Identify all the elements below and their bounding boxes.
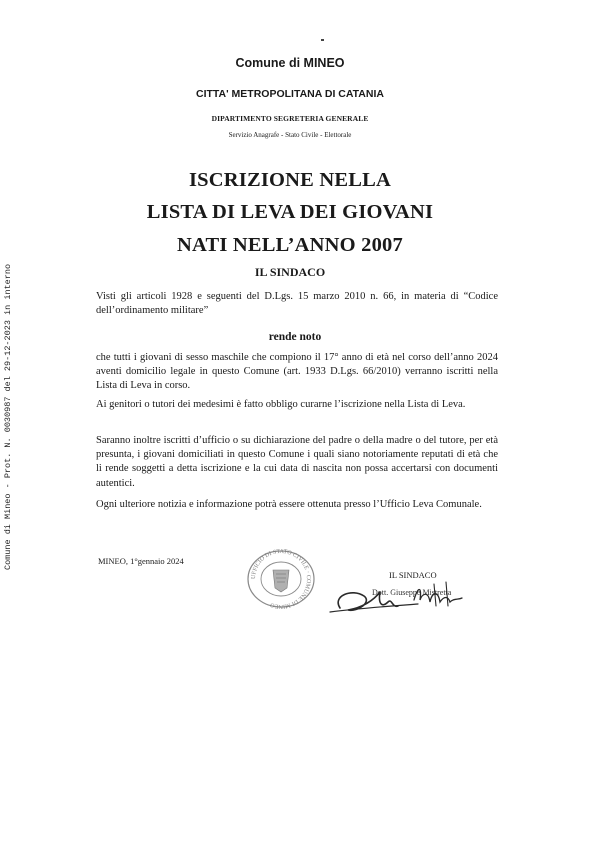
header-dipartimento: DIPARTIMENTO SEGRETERIA GENERALE: [211, 114, 369, 123]
paragraph-ufficio: Saranno inoltre iscritti d’ufficio o su dichiarazione del padre o della madre o del tutore, per età presunta, i giovani domiciliati in questo Comune i quali siano notoriamente reputati di età che li rende soggetti a detta iscrizione e la cui data di nascita non possa accertarsi con documenti autentici.: [96, 435, 498, 489]
title-line-2: LISTA DI LEVA DEI GIOVANI: [146, 201, 434, 223]
paragraph-visti: Visti gli articoli 1928 e seguenti del D.Lgs. 15 marzo 2010 n. 66, in materia di “Codice dell’ordinamento militare”: [96, 291, 498, 317]
seal-text: UFFICIO DI STATO CIVILE · COMUNE DI MINEO: [250, 548, 312, 610]
document-date: MINEO, 1°gennaio 2024: [98, 556, 184, 566]
sindaco-heading: IL SINDACO: [254, 265, 326, 279]
title-line-3: NATI NELL’ANNO 2007: [177, 234, 403, 256]
paragraph-genitori: Ai genitori o tutori dei medesimi è fatto obbligo curarne l’iscrizione nella Lista di Leva.: [96, 399, 466, 410]
protocol-side-stamp: [3, 263, 15, 570]
title-line-1: ISCRIZIONE NELLA: [189, 169, 391, 191]
signature-title: IL SINDACO: [389, 570, 437, 580]
rende-noto-heading: rende noto: [268, 331, 322, 343]
municipal-seal-stamp: [245, 548, 317, 610]
header-comune: Comune di MINEO: [235, 56, 345, 70]
scan-mark: [321, 39, 324, 41]
paragraph-giovani: che tutti i giovani di sesso maschile che compiono il 17° anno di età nel corso dell’anno 2024 aventi domicilio legale in questo Comune (art. 1933 D.Lgs. 66/2010) verranno iscritti nella Lista di Leva in corso.: [96, 352, 498, 392]
header-servizio: Servizio Anagrafe - Stato Civile - Elettorale: [228, 131, 352, 139]
handwritten-signature: [322, 578, 472, 620]
signatory-name: Dott. Giuseppe Mistretta: [372, 588, 452, 597]
protocol-stamp-text: Comune di Mineo - Prot. N. 0030987 del 29-12-2023 in interno: [3, 263, 13, 570]
paragraph-informazioni: Ogni ulteriore notizia e informazione potrà essere ottenuta presso l’Ufficio Leva Comunale.: [96, 499, 482, 510]
header-citta-metropolitana: CITTA' METROPOLITANA DI CATANIA: [196, 88, 384, 100]
